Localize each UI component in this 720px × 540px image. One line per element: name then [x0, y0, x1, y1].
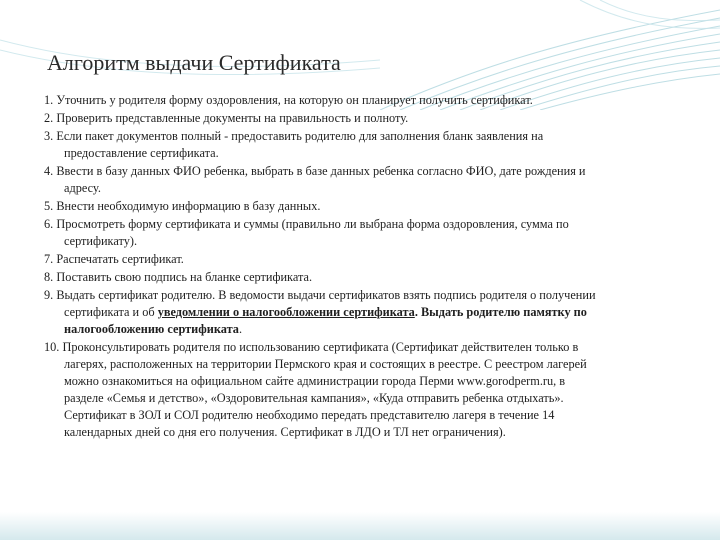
step-number: 8.	[44, 270, 54, 284]
step-text-continued: разделе «Семья и детство», «Оздоровительная кампания», «Куда отправить ребенка отдыхать».	[64, 391, 564, 405]
list-item	[44, 92, 674, 109]
tax-notice-highlight: уведомлении о налогообложении сертификата	[157, 305, 415, 319]
step-text-continued: можно ознакомиться на официальном сайте администрации города Перми www.gorodperm.ru, в	[64, 374, 566, 388]
step-text-continued	[44, 304, 674, 321]
bottom-decoration-band	[0, 512, 720, 540]
step-text-part: сертификата и об	[64, 305, 155, 319]
step-text-continued: лагерях, расположенных на территории Пермского края и состоящих в реестре. С реестром лагерей	[64, 357, 587, 371]
step-number: 6.	[44, 217, 54, 231]
memo-instruction-end: налогообложению сертификата	[64, 322, 239, 336]
step-text: Выдать сертификат родителю. В ведомости выдачи сертификатов взять подпись родителя о получении	[56, 288, 596, 302]
slide-title: Алгоритм выдачи Сертификата	[47, 50, 341, 75]
step-number: 3.	[44, 129, 54, 143]
step-text-continued: адресу.	[64, 181, 101, 195]
step-text: Просмотреть форму сертификата и суммы (правильно ли выбрана форма оздоровления, сумма по	[56, 217, 569, 231]
step-number: 10.	[44, 340, 60, 354]
step-text-continued: предоставление сертификата.	[64, 146, 219, 160]
step-number: 4.	[44, 164, 54, 178]
list-item	[44, 216, 674, 250]
step-number: 5.	[44, 199, 54, 213]
list-item	[44, 269, 674, 286]
step-text-continued: сертификату).	[64, 234, 138, 248]
list-item	[44, 339, 674, 441]
step-text-continued: календарных дней со дня его получения. Сертификат в ЛДО и ТЛ нет ограничения).	[64, 425, 506, 439]
step-number: 1.	[44, 93, 54, 107]
list-item	[44, 287, 674, 338]
step-number: 9.	[44, 288, 54, 302]
step-text: Проконсультировать родителя по использованию сертификата (Сертификат действителен только в	[62, 340, 579, 354]
step-text: Проверить представленные документы на правильность и полноту.	[56, 111, 409, 125]
step-text: Поставить свою подпись на бланке сертификата.	[56, 270, 313, 284]
list-item	[44, 163, 674, 197]
step-text: Ввести в базу данных ФИО ребенка, выбрать в базе данных ребенка согласно ФИО, дате рождения и	[56, 164, 586, 178]
step-text: Уточнить у родителя форму оздоровления, на которую он планирует получить сертификат.	[56, 93, 533, 107]
step-text: Если пакет документов полный - предоставить родителю для заполнения бланк заявления на	[56, 129, 544, 143]
step-text: Распечатать сертификат.	[56, 252, 184, 266]
step-number: 2.	[44, 111, 54, 125]
memo-instruction: . Выдать родителю памятку по	[414, 305, 587, 319]
list-item	[44, 128, 674, 162]
step-text: Внести необходимую информацию в базу данных.	[56, 199, 321, 213]
list-item	[44, 251, 674, 268]
list-item	[44, 110, 674, 127]
algorithm-steps	[44, 92, 674, 442]
step-text-continued: Сертификат в ЗОЛ и СОЛ родителю необходимо передать представителю лагеря в течение 14	[64, 408, 555, 422]
step-text-continued	[44, 321, 674, 338]
list-item	[44, 198, 674, 215]
step-number: 7.	[44, 252, 54, 266]
step-text-part: .	[238, 322, 243, 336]
